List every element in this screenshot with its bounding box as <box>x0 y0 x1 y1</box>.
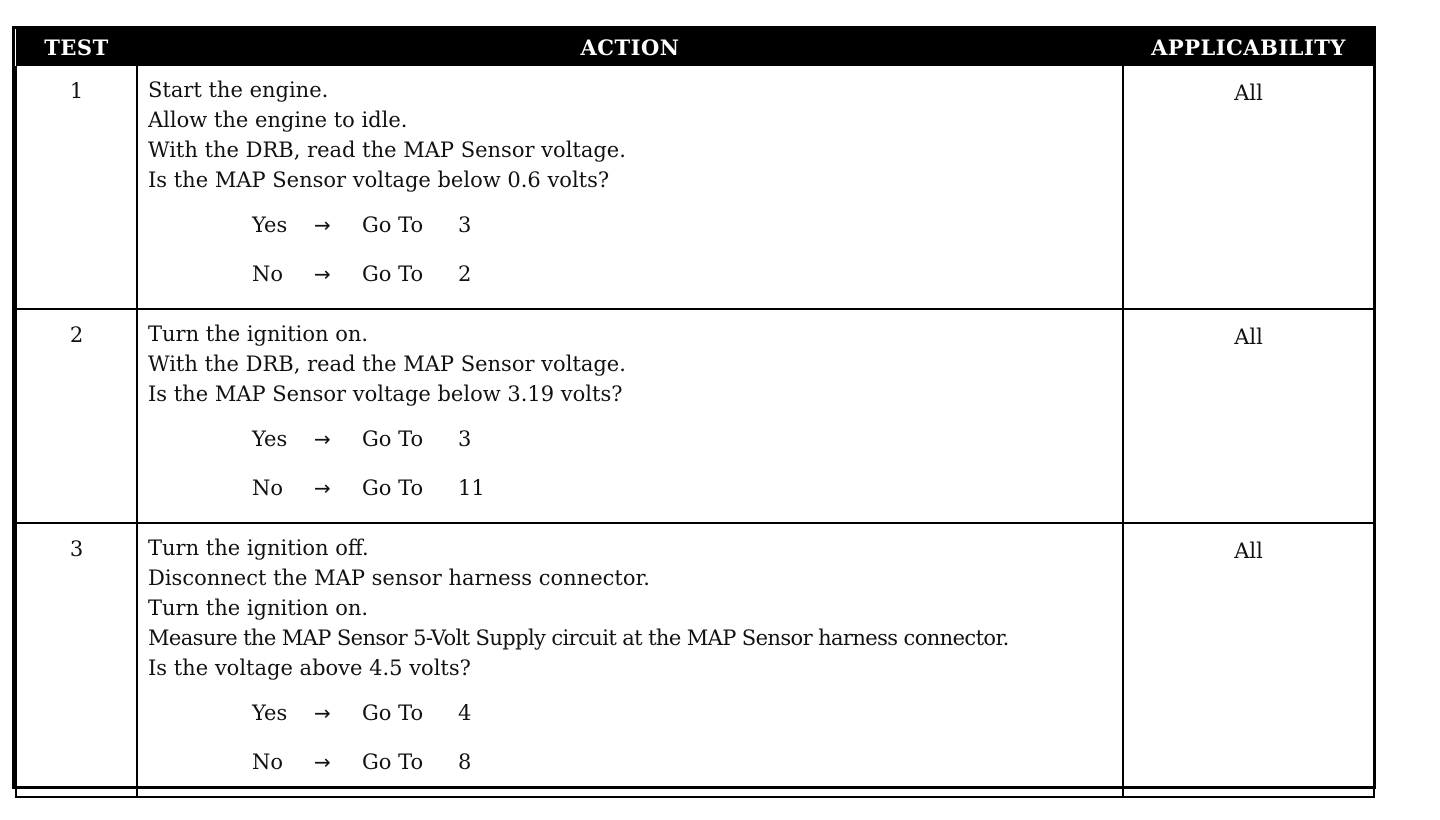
goto-label: Go To <box>362 750 424 774</box>
test-row <box>16 523 1374 797</box>
goto-target: 8 <box>458 750 472 774</box>
action-step: Is the voltage above 4.5 volts? <box>148 656 471 680</box>
no-branch <box>252 747 1122 796</box>
action-cell <box>137 66 1123 309</box>
yes-label: Yes <box>252 213 288 237</box>
action-cell <box>137 523 1123 797</box>
test-number: 2 <box>16 309 137 523</box>
header-test: TEST <box>16 29 137 66</box>
yes-label: Yes <box>252 701 288 725</box>
action-step: Turn the ignition off. <box>148 536 369 560</box>
action-step: Is the MAP Sensor voltage below 0.6 volts? <box>148 168 610 192</box>
action-step: Allow the engine to idle. <box>148 108 408 132</box>
action-step: Start the engine. <box>148 78 329 102</box>
diagnostic-test-table <box>12 26 1376 789</box>
action-step: With the DRB, read the MAP Sensor voltage. <box>148 138 626 162</box>
right-arrow-icon: → <box>314 750 331 774</box>
yes-branch <box>252 698 1122 747</box>
right-arrow-icon: → <box>314 427 331 451</box>
goto-target: 3 <box>458 427 472 451</box>
test-row <box>16 66 1374 309</box>
no-branch <box>252 473 1122 522</box>
goto-label: Go To <box>362 476 424 500</box>
test-row <box>16 309 1374 523</box>
applicability-cell: All <box>1123 523 1374 797</box>
no-label: No <box>252 262 284 286</box>
test-number: 3 <box>16 523 137 797</box>
test-number: 1 <box>16 66 137 309</box>
right-arrow-icon: → <box>314 476 331 500</box>
action-step: Is the MAP Sensor voltage below 3.19 volts? <box>148 382 623 406</box>
action-step: With the DRB, read the MAP Sensor voltage. <box>148 352 626 376</box>
action-step: Disconnect the MAP sensor harness connector. <box>148 566 650 590</box>
no-branch <box>252 259 1122 308</box>
branch-list <box>148 698 1122 796</box>
right-arrow-icon: → <box>314 213 331 237</box>
goto-target: 3 <box>458 213 472 237</box>
header-action: ACTION <box>137 29 1123 66</box>
right-arrow-icon: → <box>314 701 331 725</box>
branch-list <box>148 210 1122 308</box>
goto-label: Go To <box>362 427 424 451</box>
applicability-cell: All <box>1123 66 1374 309</box>
yes-label: Yes <box>252 427 288 451</box>
action-step: Measure the MAP Sensor 5-Volt Supply circuit at the MAP Sensor harness connector. <box>148 626 1009 650</box>
header-applicability: APPLICABILITY <box>1123 29 1374 66</box>
no-label: No <box>252 476 284 500</box>
action-step: Turn the ignition on. <box>148 322 369 346</box>
goto-label: Go To <box>362 701 424 725</box>
right-arrow-icon: → <box>314 262 331 286</box>
branch-list <box>148 424 1122 522</box>
goto-target: 2 <box>458 262 472 286</box>
goto-target: 4 <box>458 701 472 725</box>
applicability-cell: All <box>1123 309 1374 523</box>
action-step: Turn the ignition on. <box>148 596 369 620</box>
yes-branch <box>252 424 1122 473</box>
yes-branch <box>252 210 1122 259</box>
goto-target: 11 <box>458 476 485 500</box>
no-label: No <box>252 750 284 774</box>
goto-label: Go To <box>362 213 424 237</box>
goto-label: Go To <box>362 262 424 286</box>
action-cell <box>137 309 1123 523</box>
header-row <box>16 29 1374 66</box>
